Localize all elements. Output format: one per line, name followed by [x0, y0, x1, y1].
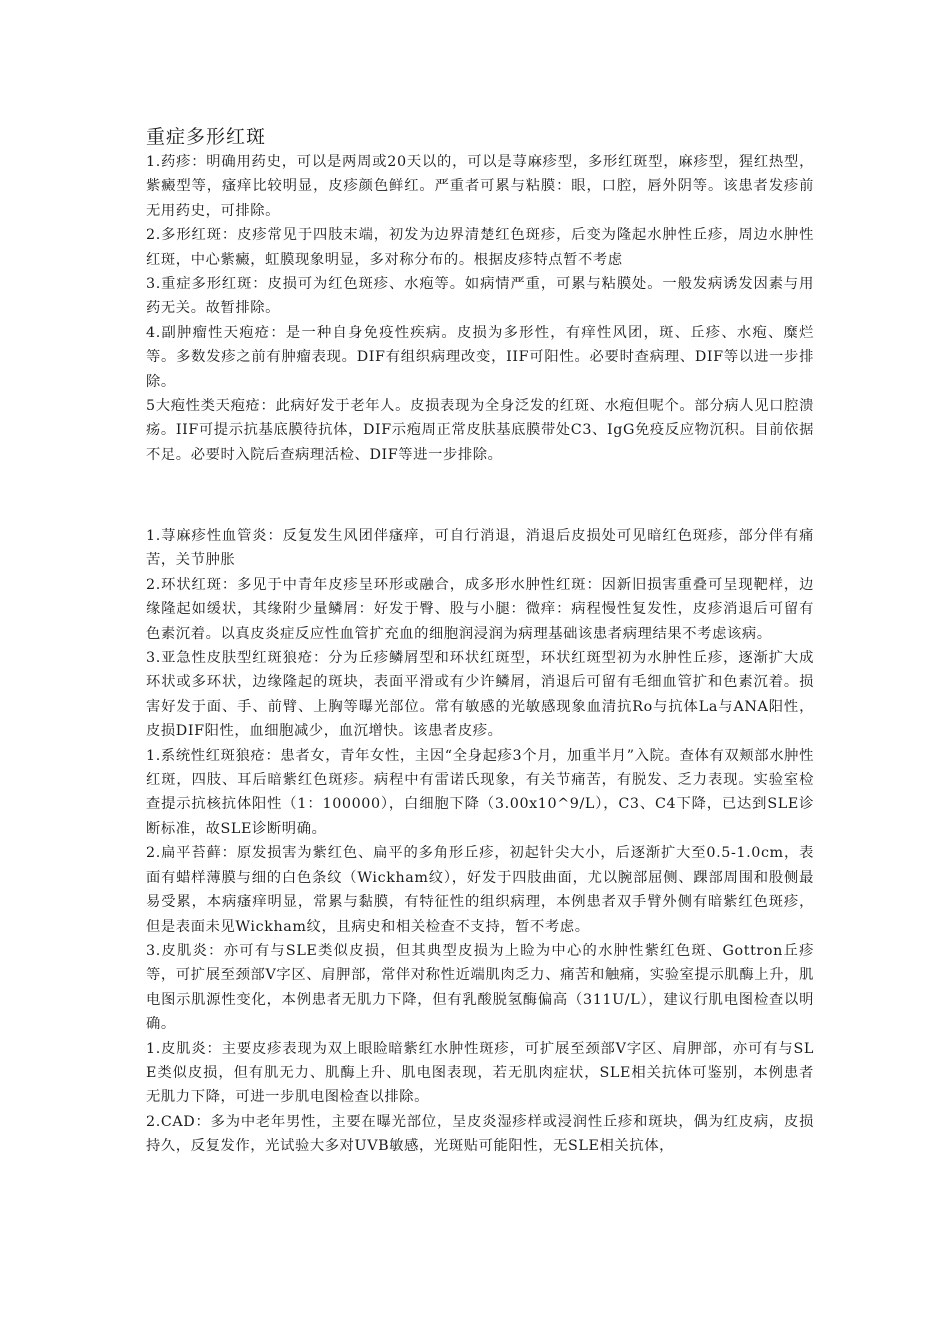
paragraph: 3.亚急性皮肤型红斑狼疮：分为丘疹鳞屑型和环状红斑型，环状红斑型初为水肿性丘疹，逐渐扩大成环状或多环状，边缘隆起的斑块，表面平滑或有少许鳞屑，消退后可留有毛细血管扩和色素沉着。损害好发于面、手、前臂、上胸等曝光部位。常有敏感的光敏感现象血清抗Ro与抗体La与ANA阳性，皮损DIF阳性，血细胞减少，血沉增快。该患者皮疹。 — [146, 650, 814, 740]
paragraph: 2.CAD：多为中老年男性，主要在曝光部位，呈皮炎湿疹样或浸润性丘疹和斑块，偶为红皮病，皮损持久，反复发作，光试验大多对UVB敏感，光斑贴可能阳性，无SLE相关抗体， — [146, 1113, 814, 1155]
paragraph: 1.荨麻疹性血管炎：反复发生风团伴瘙痒，可自行消退，消退后皮损处可见暗红色斑疹，部分伴有痛苦，关节肿胀 — [146, 528, 814, 569]
section-differential-diagnosis-1 — [146, 150, 814, 467]
paragraph: 3.皮肌炎：亦可有与SLE类似皮损，但其典型皮损为上睑为中心的水肿性紫红色斑、Gottron丘疹等，可扩展至颈部V字区、肩胛部，常伴对称性近端肌肉乏力、痛苦和触痛，实验室提示肌酶上升，肌电图示肌源性变化，本例患者无肌力下降，但有乳酸脱氢酶偏高（311U/L），建议行肌电图检查以明确。 — [146, 942, 814, 1033]
paragraph: 2.扁平苔藓：原发损害为紫红色、扁平的多角形丘疹，初起针尖大小，后逐渐扩大至0.5-1.0cm，表面有蜡样薄膜与细的白色条纹（Wickham纹），好发于四肢曲面，尤以腕部屈侧、踝部周围和股侧最易受累，本病瘙痒明显，常累与黏膜，有特征性的组织病理，本例患者双手臂外侧有暗紫红色斑疹，但是表面未见Wickham纹，且病史和相关检查不支持，暂不考虑。 — [146, 845, 814, 935]
paragraph: 4.副肿瘤性天疱疮：是一种自身免疫性疾病。皮损为多形性，有痒性风团，斑、丘疹、水疱、糜烂等。多数发疹之前有肿瘤表现。DIF有组织病理改变，IIF可阳性。必要时查病理、DIF等以进一步排除。 — [146, 324, 814, 390]
section-differential-diagnosis-2 — [146, 524, 814, 1159]
paragraph: 2.环状红斑：多见于中青年皮疹呈环形或融合，成多形水肿性红斑：因新旧损害重叠可呈现靶样，边缘隆起如缓状，其缘附少量鳞屑：好发于臀、股与小腿：微痒：病程慢性复发性，皮疹消退后可留有色素沉着。以真皮炎症反应性血管扩充血的细胞润浸润为病理基础该患者病理结果不考虑该病。 — [146, 576, 814, 642]
paragraph: 5大疱性类天疱疮：此病好发于老年人。皮损表现为全身泛发的红斑、水疱但呢个。部分病人见口腔溃疡。IIF可提示抗基底膜待抗体，DIF示疱周正常皮肤基底膜带处C3、IgG免疫反应物沉积。目前依据不足。必要时入院后查病理活检、DIF等进一步排除。 — [146, 398, 814, 463]
paragraph: 1.药疹：明确用药史，可以是两周或20天以的，可以是荨麻疹型，多形红斑型，麻疹型，猩红热型，紫癜型等，瘙痒比较明显，皮疹颜色鲜红。严重者可累与粘膜：眼，口腔，唇外阴等。该患者发疹前无用药史，可排除。 — [146, 154, 814, 219]
paragraph: 1.系统性红斑狼疮：患者女，青年女性，主因“全身起疹3个月，加重半月”入院。查体有双颊部水肿性红斑，四肢、耳后暗紫红色斑疹。病程中有雷诺氏现象，有关节痛苦，有脱发、乏力表现。实验室检查提示抗核抗体阳性（1：100000），白细胞下降（3.00x10^9/L），C3、C4下降，已达到SLE诊断标准，故SLE诊断明确。 — [146, 747, 814, 837]
page-title: 重症多形红斑 — [146, 126, 267, 148]
paragraph: 2.多形红斑：皮疹常见于四肢末端，初发为边界清楚红色斑疹，后变为隆起水肿性丘疹，周边水肿性红斑，中心紫癜，虹膜现象明显，多对称分布的。根据皮疹特点暂不考虑 — [146, 227, 814, 268]
paragraph: 3.重症多形红斑：皮损可为红色斑疹、水疱等。如病情严重，可累与粘膜处。一般发病诱发因素与用药无关。故暂排除。 — [146, 276, 814, 317]
paragraph: 1.皮肌炎：主要皮疹表现为双上眼睑暗紫红水肿性斑疹，可扩展至颈部V字区、肩胛部，亦可有与SLE类似皮损，但有肌无力、肌酶上升、肌电图表现，若无肌肉症状，SLE相关抗体可鉴别，本例患者无肌力下降，可进一步肌电图检查以排除。 — [146, 1040, 814, 1106]
